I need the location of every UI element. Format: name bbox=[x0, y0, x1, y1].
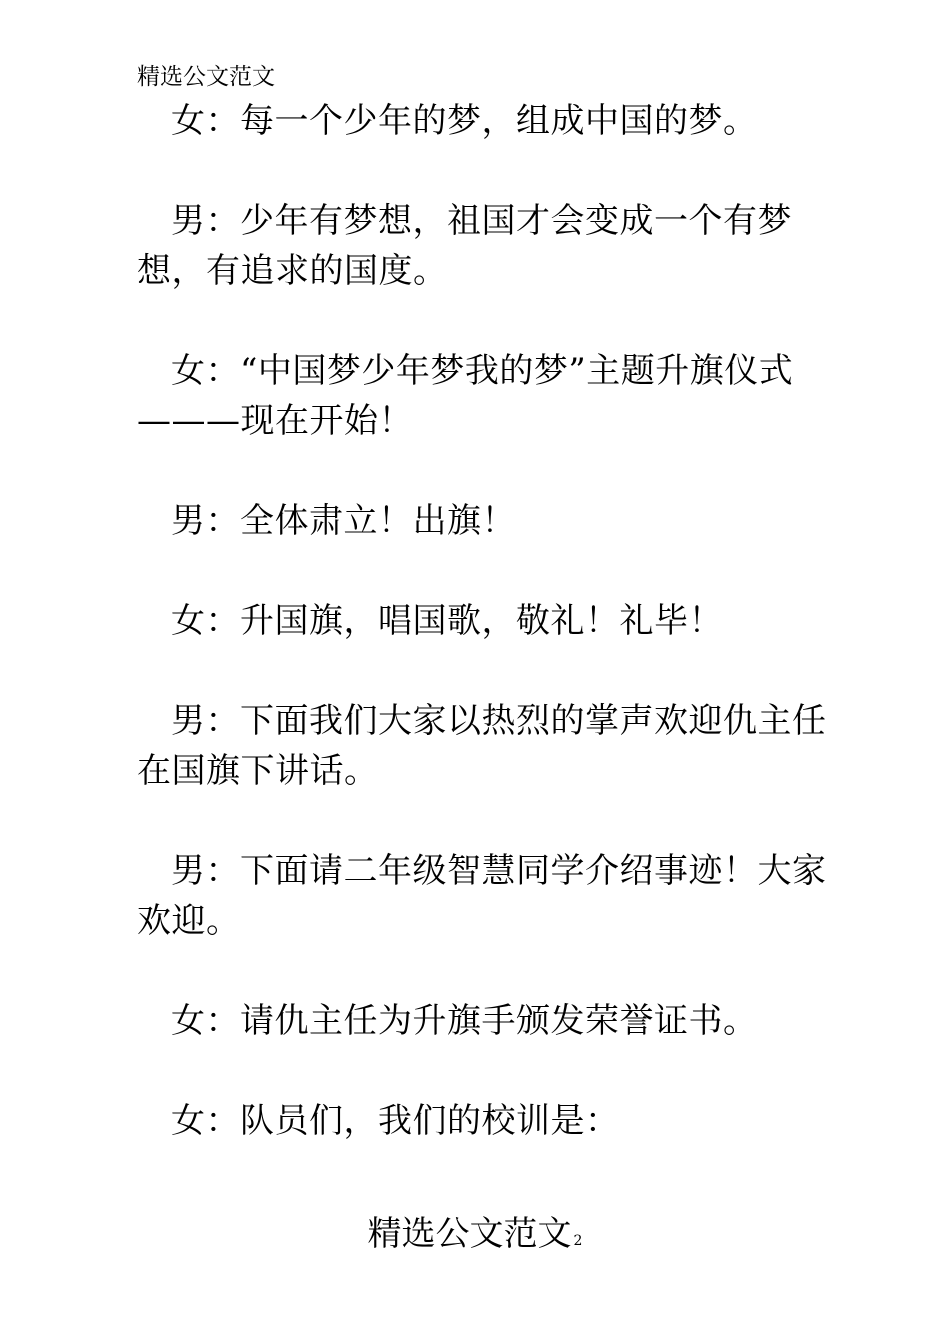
footer-text: 精选公文范文 bbox=[367, 1214, 572, 1254]
paragraph-1: 女：每一个少年的梦，组成中国的梦。 bbox=[171, 101, 758, 141]
paragraph-7: 男：下面请二年级智慧同学介绍事迹！大家欢迎。 bbox=[137, 851, 827, 941]
paragraph-5: 女：升国旗，唱国歌，敬礼！礼毕！ bbox=[171, 601, 723, 641]
page-footer bbox=[0, 1210, 950, 1265]
paragraph-3: 女：“中国梦少年梦我的梦”主题升旗仪式———现在开始！ bbox=[137, 351, 794, 441]
paragraph-4: 男：全体肃立！出旗！ bbox=[171, 501, 516, 541]
document-body bbox=[137, 96, 827, 1146]
paragraph-8: 女：请仇主任为升旗手颁发荣誉证书。 bbox=[171, 1001, 758, 1041]
paragraph-6: 男：下面我们大家以热烈的掌声欢迎仇主任在国旗下讲话。 bbox=[137, 701, 827, 791]
page-header: 精选公文范文 bbox=[137, 64, 275, 90]
paragraph-9: 女：队员们，我们的校训是： bbox=[171, 1101, 620, 1141]
paragraph-2: 男：少年有梦想，祖国才会变成一个有梦想，有追求的国度。 bbox=[137, 201, 792, 291]
page-number: 2 bbox=[573, 1233, 583, 1249]
